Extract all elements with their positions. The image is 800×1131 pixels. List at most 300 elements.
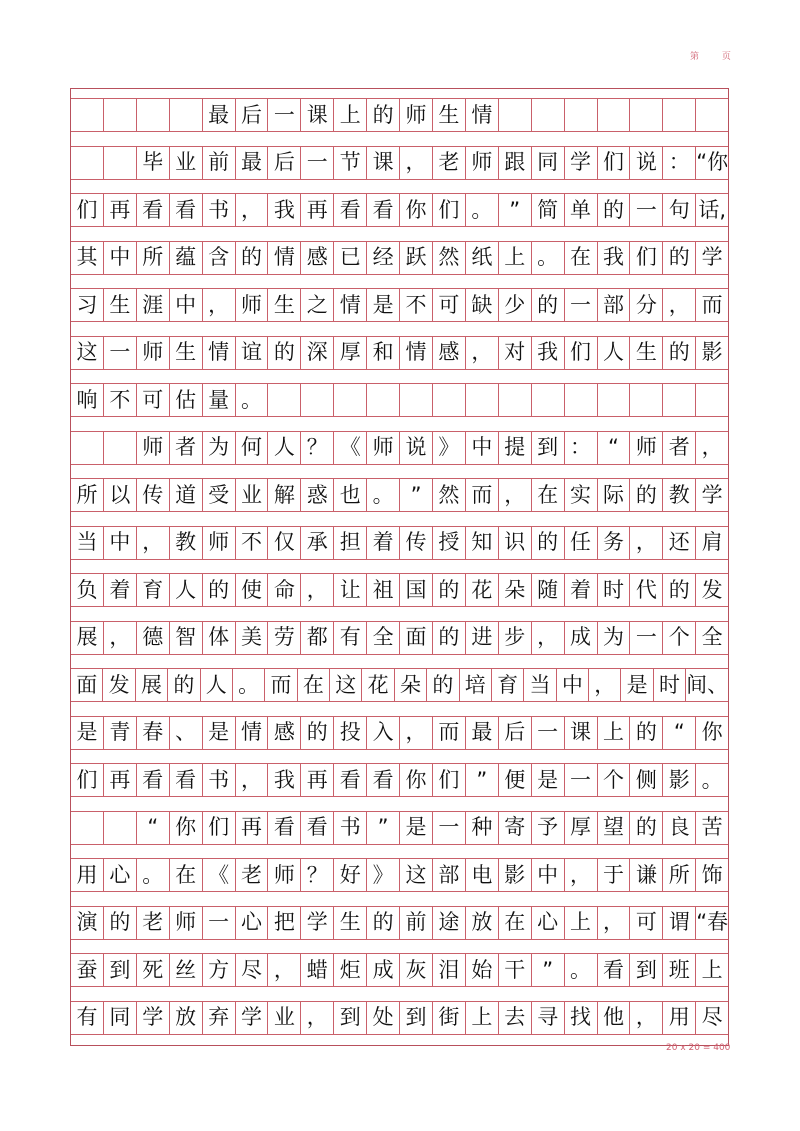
grid-cell: 到	[104, 954, 137, 986]
grid-cell: 死	[137, 954, 170, 986]
grid-cell: 到	[400, 1002, 433, 1034]
grid-cell: 生	[630, 337, 663, 369]
grid-cell: 跟	[499, 147, 532, 179]
grid-cell: 炬	[334, 954, 367, 986]
grid-cell: 教	[170, 527, 203, 559]
grid-cell: 的	[301, 717, 334, 749]
grid-cell: 朵	[499, 574, 532, 606]
grid-cell: 一	[630, 194, 663, 226]
grid-cell: 体	[203, 622, 236, 654]
grid-cell: 业	[170, 147, 203, 179]
grid-cell: 课	[301, 99, 334, 131]
grid-cell: 人	[170, 574, 203, 606]
grid-cell: ”	[532, 954, 565, 986]
grid-cell: 一	[630, 622, 663, 654]
grid-cell: 用	[663, 1002, 696, 1034]
grid-cell: 。	[233, 669, 265, 701]
grid-cell: 把	[268, 907, 301, 939]
grid-cell: 在	[565, 242, 598, 274]
grid-cell: 智	[170, 622, 203, 654]
grid-cell: 可	[137, 384, 170, 416]
grid-count-label: 20 x 20 = 400	[666, 1043, 731, 1053]
grid-cell: 所	[663, 859, 696, 891]
grid-cell	[696, 99, 728, 131]
grid-gap-strip	[71, 702, 728, 717]
grid-cell: 受	[203, 479, 236, 511]
grid-cell: 面	[71, 669, 103, 701]
grid-cell: 着	[104, 574, 137, 606]
grid-cell: 简	[532, 194, 565, 226]
grid-cell: ，	[268, 954, 301, 986]
grid-cell: 的	[630, 812, 663, 844]
grid-cell: 的	[104, 907, 137, 939]
grid-cell: 的	[236, 242, 269, 274]
grid-cell: 的	[433, 574, 466, 606]
grid-cell: ，	[400, 147, 433, 179]
grid-cell: 泪	[433, 954, 466, 986]
grid-cell: 前	[203, 147, 236, 179]
grid-cell: 是	[621, 669, 653, 701]
grid-row	[71, 242, 728, 275]
grid-cell: 惑	[301, 479, 334, 511]
grid-cell: 上	[598, 717, 631, 749]
grid-cell: 的	[598, 194, 631, 226]
grid-cell: 好	[334, 859, 367, 891]
grid-row	[71, 1002, 728, 1035]
grid-cell: 一	[433, 812, 466, 844]
grid-gap-strip	[71, 512, 728, 527]
grid-cell: 老	[433, 147, 466, 179]
grid-gap-strip	[71, 607, 728, 622]
grid-cell: 所	[71, 479, 104, 511]
grid-cell: 看	[367, 194, 400, 226]
grid-cell: 课	[367, 147, 400, 179]
grid-cell: 单	[565, 194, 598, 226]
grid-cell: 为	[598, 622, 631, 654]
grid-cell: 》	[367, 859, 400, 891]
grid-cell: 后	[499, 717, 532, 749]
grid-cell: 以	[104, 479, 137, 511]
grid-cell: 分	[630, 289, 663, 321]
grid-cell: 毕	[137, 147, 170, 179]
grid-cell: 再	[301, 194, 334, 226]
grid-cell: 深	[301, 337, 334, 369]
grid-cell: 情	[268, 242, 301, 274]
grid-cell: 学	[301, 907, 334, 939]
grid-cell: 话,	[698, 197, 727, 222]
grid-cell: 在	[532, 479, 565, 511]
grid-cell: 再	[104, 194, 137, 226]
grid-cell: 中	[104, 527, 137, 559]
grid-cell: 学	[701, 245, 723, 269]
grid-cell: 到	[532, 432, 565, 464]
grid-cell	[367, 384, 400, 416]
grid-cell: 经	[367, 242, 400, 274]
grid-cell: 灰	[400, 954, 433, 986]
grid-cell: 者	[170, 432, 203, 464]
grid-cell: 成	[565, 622, 598, 654]
grid-cell: ？	[301, 859, 334, 891]
grid-cell: 和	[367, 337, 400, 369]
grid-cell: 看	[334, 194, 367, 226]
grid-cell: 所	[137, 242, 170, 274]
grid-gap-strip	[71, 892, 728, 907]
grid-cell: 看	[301, 812, 334, 844]
grid-gap-strip	[71, 750, 728, 765]
grid-cell: 上	[701, 957, 723, 982]
grid-cell: 中	[170, 289, 203, 321]
grid-cell: 、	[170, 717, 203, 749]
grid-cell: 们	[630, 242, 663, 274]
grid-cell: 的	[532, 527, 565, 559]
grid-cell: 还	[663, 527, 696, 559]
grid-cell: 上	[334, 99, 367, 131]
grid-gap-strip	[71, 797, 728, 812]
grid-cell: 是	[71, 717, 104, 749]
grid-cell: 你	[400, 194, 433, 226]
grid-cell: 演	[71, 907, 104, 939]
grid-cell: 花	[362, 669, 394, 701]
grid-cell: 师	[203, 527, 236, 559]
grid-cell: 予	[532, 812, 565, 844]
grid-cell: 师	[137, 337, 170, 369]
grid-cell: 。	[236, 384, 269, 416]
grid-cell: 何	[236, 432, 269, 464]
grid-cell: 生	[334, 907, 367, 939]
grid-cell: 一	[565, 289, 598, 321]
grid-cell: 业	[268, 1002, 301, 1034]
grid-cell: 蕴	[170, 242, 203, 274]
grid-row	[71, 717, 728, 750]
grid-cell: 书	[203, 764, 236, 796]
grid-cell: 们	[433, 764, 466, 796]
grid-cell: 处	[367, 1002, 400, 1034]
grid-cell: 都	[301, 622, 334, 654]
grid-cell: 饰	[701, 862, 723, 887]
grid-cell: 的	[367, 907, 400, 939]
grid-cell: 发	[103, 669, 135, 701]
grid-cell: 其	[71, 242, 104, 274]
grid-cell: 业	[236, 479, 269, 511]
grid-cell	[598, 384, 631, 416]
grid-cell: 全	[367, 622, 400, 654]
grid-cell: 展	[71, 622, 104, 654]
grid-cell: ，	[104, 622, 137, 654]
grid-row	[71, 479, 728, 512]
grid-cell: 的	[433, 622, 466, 654]
grid-cell: ”	[499, 194, 532, 226]
grid-cell: 命	[268, 574, 301, 606]
grid-cell: 任	[565, 527, 598, 559]
grid-cell: 不	[400, 289, 433, 321]
grid-cell: 习	[71, 289, 104, 321]
grid-cell: 我	[598, 242, 631, 274]
grid-cell: 到	[334, 1002, 367, 1034]
grid-cell: 是	[203, 717, 236, 749]
grid-cell: 种	[466, 812, 499, 844]
grid-cell	[104, 812, 137, 844]
grid-cell: 厚	[334, 337, 367, 369]
grid-cell: 步	[499, 622, 532, 654]
grid-gap-strip	[71, 465, 728, 480]
grid-cell: 蜡	[301, 954, 334, 986]
grid-cell: 感	[433, 337, 466, 369]
grid-gap-strip	[71, 275, 728, 290]
grid-cell: 可	[433, 289, 466, 321]
grid-cell: 人	[268, 432, 301, 464]
grid-cell: 着	[367, 527, 400, 559]
grid-cell: 成	[367, 954, 400, 986]
grid-cell: 情	[236, 717, 269, 749]
grid-cell	[433, 384, 466, 416]
grid-cell	[630, 99, 663, 131]
grid-cell: 跃	[400, 242, 433, 274]
grid-cell: 教	[663, 479, 696, 511]
grid-cell: 的	[168, 669, 200, 701]
grid-cell: 缺	[466, 289, 499, 321]
grid-cell: 他	[598, 1002, 631, 1034]
grid-row	[71, 812, 728, 845]
grid-gap-strip	[71, 940, 728, 955]
grid-gap-strip	[71, 227, 728, 242]
grid-cell: 生	[433, 99, 466, 131]
grid-gap-strip	[71, 655, 728, 670]
grid-cell: 劳	[268, 622, 301, 654]
grid-cell: 心	[532, 907, 565, 939]
grid-cell: 心	[236, 907, 269, 939]
grid-cell: 找	[565, 1002, 598, 1034]
grid-cell: 随	[532, 574, 565, 606]
grid-cell: 同	[532, 147, 565, 179]
grid-cell: 一	[532, 717, 565, 749]
grid-cell: 中	[557, 669, 589, 701]
grid-cell: 师	[630, 432, 663, 464]
grid-cell: ，	[701, 435, 723, 459]
grid-cell: 感	[268, 717, 301, 749]
grid-cell: 说	[630, 147, 663, 179]
grid-cell: “	[663, 717, 696, 749]
grid-cell: 谊	[236, 337, 269, 369]
grid-cell: 而	[466, 479, 499, 511]
grid-cell: 望	[598, 812, 631, 844]
grid-cell: 然	[433, 479, 466, 511]
grid-cell: 看	[268, 812, 301, 844]
grid-cell: 学	[236, 1002, 269, 1034]
grid-cell	[499, 384, 532, 416]
grid-cell: 让	[334, 574, 367, 606]
grid-cell: 学	[701, 482, 723, 507]
grid-cell: 情	[334, 289, 367, 321]
grid-cell: 师	[268, 859, 301, 891]
grid-cell: 影	[663, 764, 696, 796]
grid-cell	[170, 99, 203, 131]
grid-row	[71, 859, 728, 892]
grid-cell: 为	[203, 432, 236, 464]
grid-cell: ，	[630, 527, 663, 559]
grid-cell: 去	[499, 1002, 532, 1034]
grid-cell	[598, 99, 631, 131]
grid-cell: 已	[334, 242, 367, 274]
grid-cell: 在	[298, 669, 330, 701]
grid-cell: 担	[334, 527, 367, 559]
grid-cell: 《	[334, 432, 367, 464]
grid-gap-strip	[71, 89, 728, 99]
grid-cell: 仅	[268, 527, 301, 559]
grid-cell	[334, 384, 367, 416]
grid-cell: ”	[400, 479, 433, 511]
grid-cell: 始	[466, 954, 499, 986]
grid-cell: 《	[203, 859, 236, 891]
grid-gap-strip	[71, 845, 728, 860]
grid-cell: ，	[466, 337, 499, 369]
grid-cell: 前	[400, 907, 433, 939]
grid-cell: 看	[137, 194, 170, 226]
grid-cell: 影	[499, 859, 532, 891]
grid-cell: 这	[400, 859, 433, 891]
grid-cell: 班	[663, 954, 696, 986]
grid-cell: 课	[565, 717, 598, 749]
grid-cell: ？	[301, 432, 334, 464]
grid-cell: 同	[104, 1002, 137, 1034]
grid-cell: ：	[663, 147, 696, 179]
grid-row	[71, 907, 728, 940]
grid-cell	[137, 99, 170, 131]
grid-cell: 而	[433, 717, 466, 749]
grid-cell: 用	[71, 859, 104, 891]
grid-cell: 量	[203, 384, 236, 416]
grid-cell: 的	[663, 574, 696, 606]
grid-cell: 于	[598, 859, 631, 891]
grid-cell	[104, 147, 137, 179]
grid-gap-strip	[71, 560, 728, 575]
grid-cell: 我	[268, 764, 301, 796]
grid-cell: ，	[663, 289, 696, 321]
grid-cell: 对	[499, 337, 532, 369]
grid-cell: 看	[334, 764, 367, 796]
grid-cell: 。	[565, 954, 598, 986]
grid-cell: 看	[170, 764, 203, 796]
grid-cell: 师	[466, 147, 499, 179]
grid-cell: 们	[203, 812, 236, 844]
grid-cell	[630, 384, 663, 416]
grid-cell: 是	[400, 812, 433, 844]
grid-cell: 情	[400, 337, 433, 369]
grid-cell: 春	[137, 717, 170, 749]
grid-cell: 师	[170, 907, 203, 939]
grid-cell	[400, 384, 433, 416]
grid-cell: 授	[433, 527, 466, 559]
grid-cell: 承	[301, 527, 334, 559]
grid-cell: 投	[334, 717, 367, 749]
grid-cell: 电	[466, 859, 499, 891]
grid-cell: 寄	[499, 812, 532, 844]
grid-cell	[663, 99, 696, 131]
grid-cell: 着	[565, 574, 598, 606]
grid-cell	[565, 384, 598, 416]
grid-cell	[71, 432, 104, 464]
grid-cell: 当	[524, 669, 556, 701]
grid-cell: 看	[170, 194, 203, 226]
grid-cell: 看	[137, 764, 170, 796]
grid-cell: 全	[701, 625, 723, 649]
grid-cell: 。	[701, 767, 723, 792]
grid-cell: 师	[400, 99, 433, 131]
grid-row	[71, 574, 728, 607]
grid-cell: 知	[466, 527, 499, 559]
grid-cell: 情	[466, 99, 499, 131]
grid-cell: 入	[367, 717, 400, 749]
page-number-label: 第 页	[690, 52, 741, 62]
grid-cell: 你	[400, 764, 433, 796]
grid-gap-strip	[71, 1035, 728, 1045]
grid-cell: 之	[301, 289, 334, 321]
grid-cell: 而	[265, 669, 297, 701]
grid-cell: 美	[236, 622, 269, 654]
grid-gap-strip	[71, 370, 728, 385]
grid-cell: 尽	[701, 1005, 723, 1029]
grid-cell: 良	[663, 812, 696, 844]
grid-cell	[71, 812, 104, 844]
grid-cell: 而	[701, 292, 723, 317]
grid-cell: 影	[701, 340, 723, 364]
grid-cell: ，	[532, 622, 565, 654]
grid-cell: 一	[104, 337, 137, 369]
grid-cell: 便	[499, 764, 532, 796]
grid-cell: 上	[565, 907, 598, 939]
grid-cell: 中	[532, 859, 565, 891]
grid-cell: 最	[236, 147, 269, 179]
grid-cell: 的	[630, 717, 663, 749]
grid-cell: 生	[104, 289, 137, 321]
grid-cell: 国	[400, 574, 433, 606]
grid-cell: 后	[268, 147, 301, 179]
grid-cell: “春	[696, 910, 729, 934]
grid-cell: 的	[203, 574, 236, 606]
grid-cell: 最	[203, 99, 236, 131]
grid-cell: ，	[565, 859, 598, 891]
grid-cell: 。	[532, 242, 565, 274]
grid-cell: 可	[630, 907, 663, 939]
grid-cell: 是	[532, 764, 565, 796]
grid-cell: 时	[598, 574, 631, 606]
grid-cell: 当	[71, 527, 104, 559]
grid-gap-strip	[71, 987, 728, 1002]
grid-cell: 看	[598, 954, 631, 986]
grid-cell: 再	[301, 764, 334, 796]
grid-cell	[301, 384, 334, 416]
grid-cell: 使	[236, 574, 269, 606]
grid-cell: 上	[499, 242, 532, 274]
grid-cell: 。	[137, 859, 170, 891]
grid-cell: 响	[71, 384, 104, 416]
grid-cell: 老	[137, 907, 170, 939]
grid-cell: 进	[466, 622, 499, 654]
grid-cell: 部	[433, 859, 466, 891]
grid-cell: 干	[499, 954, 532, 986]
grid-cell	[466, 384, 499, 416]
grid-cell: ，	[499, 479, 532, 511]
grid-cell: 后	[236, 99, 269, 131]
grid-cell: 学	[565, 147, 598, 179]
grid-cell	[71, 147, 104, 179]
grid-cell: 负	[71, 574, 104, 606]
grid-cell: ：	[565, 432, 598, 464]
grid-cell: “	[137, 812, 170, 844]
grid-row	[71, 289, 728, 322]
grid-cell	[499, 99, 532, 131]
grid-cell: 们	[598, 147, 631, 179]
title-row	[71, 99, 728, 132]
